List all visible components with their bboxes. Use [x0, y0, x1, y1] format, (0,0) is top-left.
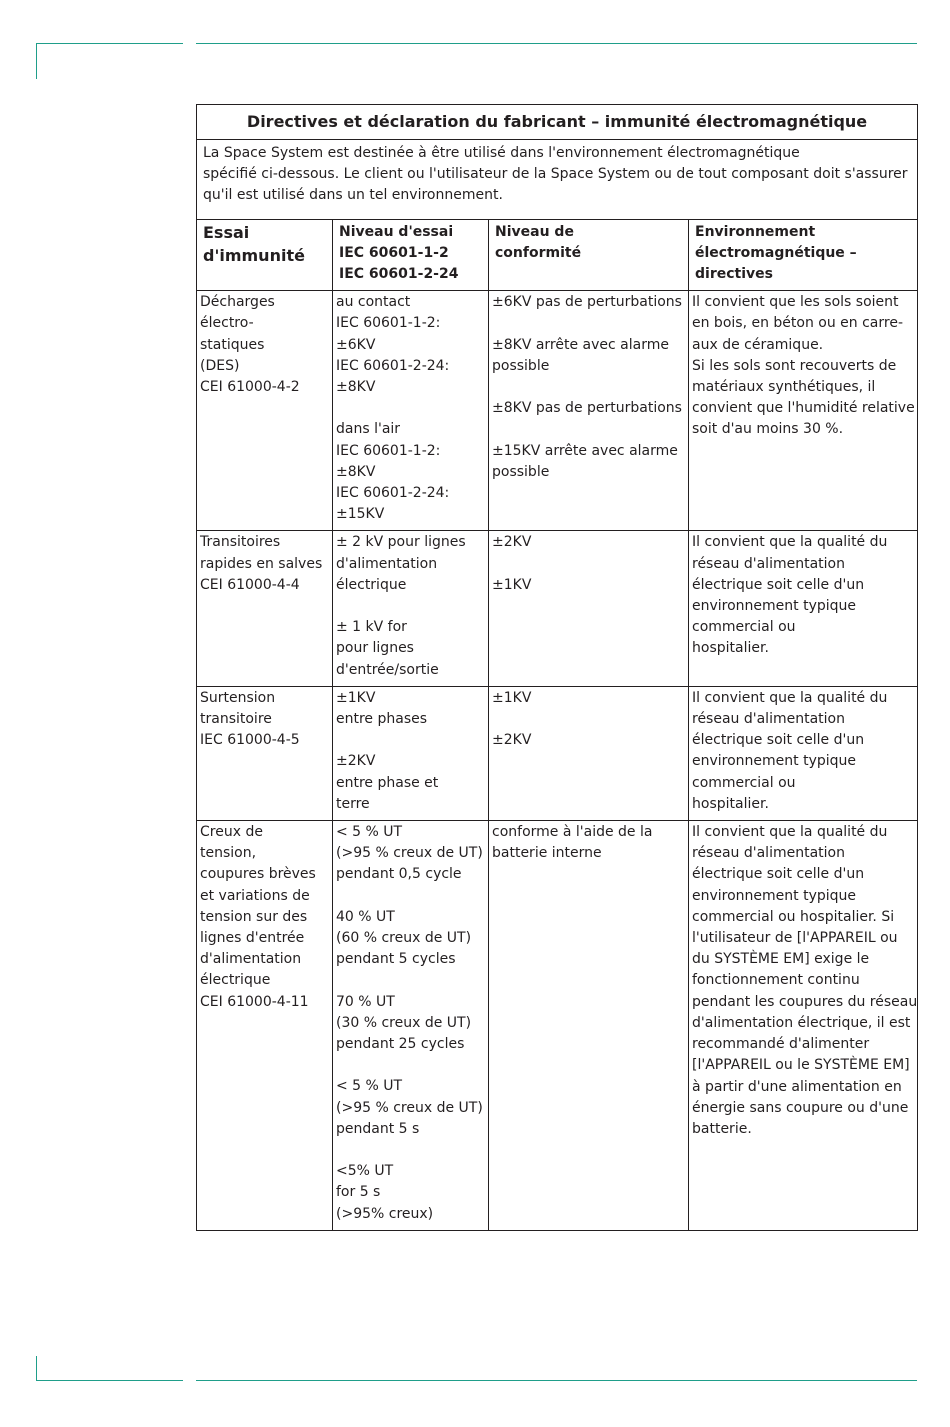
cell-line: hospitalier.	[692, 640, 769, 657]
header-compliance-level: Niveau de conformité	[489, 219, 689, 291]
cell-line: hospitalier.	[692, 795, 769, 812]
cell-line: 70 % UT	[336, 993, 395, 1010]
cell-test-level	[333, 821, 489, 1231]
cell-line: Surtension	[200, 689, 276, 706]
cell-line: tension sur des	[200, 908, 308, 925]
header-row	[197, 219, 918, 291]
cell-line: pendant les coupures du réseau	[692, 993, 918, 1010]
header-environment: Environnement électromagnétique – directives	[689, 219, 918, 291]
cell-line	[336, 970, 485, 991]
cell-line: Transitoires	[200, 534, 281, 551]
cell-line: d'entrée/sortie	[336, 661, 439, 678]
cell-line: Creux de	[200, 824, 263, 841]
cell-environment	[689, 291, 918, 531]
cell-test-level	[333, 291, 489, 531]
table-row	[197, 531, 918, 686]
cell-line: ± 1 kV for	[336, 619, 407, 636]
cell-line: énergie sans coupure ou d'une	[692, 1099, 909, 1116]
cell-line: ±8KV	[336, 463, 376, 480]
cell-line: IEC 60601-2-24:	[336, 485, 450, 502]
cell-line: à partir d'une alimentation en	[692, 1078, 902, 1095]
cell-line: pendant 0,5 cycle	[336, 866, 462, 883]
cell-line	[492, 419, 685, 440]
cell-test	[197, 531, 333, 686]
cell-line: ±1KV	[336, 689, 376, 706]
cell-line: (60 % creux de UT)	[336, 930, 472, 947]
cell-line: < 5 % UT	[336, 824, 403, 841]
cell-line: électro-	[200, 315, 254, 332]
cell-line: < 5 % UT	[336, 1078, 403, 1095]
cell-line: soit d'au moins 30 %.	[692, 421, 844, 438]
cell-line: transitoire	[200, 711, 272, 728]
cell-compliance	[489, 686, 689, 820]
cell-line: ±2KV	[492, 534, 532, 551]
table-row	[197, 821, 918, 1231]
cell-line: IEC 60601-1-2:	[336, 442, 441, 459]
cell-line: environnement typique	[692, 887, 857, 904]
cell-line: fonctionnement continu	[692, 972, 860, 989]
cell-line: entre phase et	[336, 774, 439, 791]
cell-line: rapides en salves	[200, 555, 323, 572]
frame-top-right-rule	[196, 43, 917, 44]
cell-test	[197, 821, 333, 1231]
cell-line	[492, 709, 685, 730]
cell-line: ±2KV	[336, 753, 376, 770]
cell-line: pendant 5 cycles	[336, 951, 456, 968]
cell-line: commercial ou hospitalier. Si	[692, 908, 895, 925]
table-intro	[197, 140, 918, 220]
cell-line: au contact	[336, 294, 411, 311]
cell-line: l'utilisateur de [l'APPAREIL ou	[692, 930, 898, 947]
frame-bottom-right-rule	[196, 1380, 917, 1381]
immunity-table	[196, 104, 918, 1231]
frame-top-left-rule	[36, 43, 183, 44]
cell-line: réseau d'alimentation	[692, 555, 845, 572]
cell-environment	[689, 821, 918, 1231]
cell-line: possible	[492, 463, 550, 480]
cell-line: électrique	[200, 972, 271, 989]
table-row	[197, 291, 918, 531]
cell-line	[492, 554, 685, 575]
cell-line: électrique soit celle d'un	[692, 866, 865, 883]
intro-line: qu'il est utilisé dans un tel environnement.	[203, 187, 503, 204]
cell-line: dans l'air	[336, 421, 401, 438]
cell-line: électrique	[336, 576, 407, 593]
frame-top-left-vertical	[36, 43, 37, 79]
cell-line: batterie interne	[492, 845, 602, 862]
cell-line: réseau d'alimentation	[692, 711, 845, 728]
cell-environment	[689, 531, 918, 686]
frame-bottom-left-vertical	[36, 1356, 37, 1381]
cell-line: CEI 61000-4-2	[200, 379, 300, 396]
cell-compliance	[489, 291, 689, 531]
cell-line: ±8KV pas de perturbations	[492, 400, 682, 417]
cell-line	[336, 596, 485, 617]
cell-line: conforme à l'aide de la	[492, 824, 653, 841]
cell-line	[336, 886, 485, 907]
cell-test-level	[333, 686, 489, 820]
cell-line: du SYSTÈME EM] exige le	[692, 951, 870, 968]
cell-line: [l'APPAREIL ou le SYSTÈME EM]	[692, 1057, 910, 1074]
cell-line: matériaux synthétiques, il	[692, 379, 876, 396]
cell-line: ± 2 kV pour lignes	[336, 534, 466, 551]
cell-line: Il convient que la qualité du	[692, 824, 888, 841]
cell-line: (>95 % creux de UT)	[336, 845, 483, 862]
cell-line: ±8KV	[336, 379, 376, 396]
cell-line: d'alimentation	[200, 951, 302, 968]
cell-line: tension,	[200, 845, 257, 862]
cell-line: environnement typique	[692, 753, 857, 770]
cell-line: (>95 % creux de UT)	[336, 1099, 483, 1116]
cell-test-level	[333, 531, 489, 686]
header-test-level: Niveau d'essai IEC 60601-1-2 IEC 60601-2-24	[333, 219, 489, 291]
cell-line: en bois, en béton ou en carre-	[692, 315, 904, 332]
cell-line: Il convient que la qualité du	[692, 534, 888, 551]
cell-line: commercial ou	[692, 619, 796, 636]
cell-line: ±1KV	[492, 576, 532, 593]
cell-line: (30 % creux de UT)	[336, 1014, 472, 1031]
cell-line: ±15KV	[336, 506, 385, 523]
cell-line: pendant 25 cycles	[336, 1036, 465, 1053]
cell-line	[336, 398, 485, 419]
cell-line: IEC 60601-1-2:	[336, 315, 441, 332]
cell-line: d'alimentation électrique, il est	[692, 1014, 911, 1031]
cell-line: Il convient que la qualité du	[692, 689, 888, 706]
cell-line: environnement typique	[692, 598, 857, 615]
cell-line: IEC 61000-4-5	[200, 732, 300, 749]
cell-line: et variations de	[200, 887, 310, 904]
table-row	[197, 686, 918, 820]
cell-line: (>95% creux)	[336, 1205, 434, 1222]
cell-line: (DES)	[200, 357, 240, 374]
cell-line: pendant 5 s	[336, 1120, 420, 1137]
cell-line: statiques	[200, 336, 265, 353]
cell-line	[492, 377, 685, 398]
intro-line: La Space System est destinée à être utilisé dans l'environnement électromagnétique	[203, 145, 800, 161]
intro-line: spécifié ci-dessous. Le client ou l'utilisateur de la Space System ou de tout composant doit s'assurer	[203, 166, 908, 183]
cell-line: réseau d'alimentation	[692, 845, 845, 862]
cell-line: d'alimentation	[336, 555, 438, 572]
cell-line	[492, 313, 685, 334]
cell-line: Si les sols sont recouverts de	[692, 357, 897, 374]
cell-test	[197, 686, 333, 820]
cell-line: ±6KV pas de perturbations	[492, 294, 682, 311]
cell-line: électrique soit celle d'un	[692, 732, 865, 749]
cell-compliance	[489, 531, 689, 686]
cell-line: lignes d'entrée	[200, 930, 305, 947]
cell-line	[336, 1140, 485, 1161]
cell-line: batterie.	[692, 1120, 752, 1137]
cell-line: convient que l'humidité relative	[692, 400, 915, 417]
frame-bottom-left-rule	[36, 1380, 183, 1381]
cell-line: commercial ou	[692, 774, 796, 791]
cell-line: Il convient que les sols soient	[692, 294, 899, 311]
cell-line: coupures brèves	[200, 866, 316, 883]
cell-line: terre	[336, 795, 370, 812]
table-title: Directives et déclaration du fabricant – immunité électromagnétique	[197, 105, 918, 140]
header-test: Essai d'immunité	[197, 219, 333, 291]
cell-line: 40 % UT	[336, 908, 395, 925]
cell-line: IEC 60601-2-24:	[336, 357, 450, 374]
cell-line: possible	[492, 357, 550, 374]
cell-line: <5% UT	[336, 1163, 394, 1180]
cell-line: aux de céramique.	[692, 336, 824, 353]
cell-line: Décharges	[200, 294, 275, 311]
cell-line: ±8KV arrête avec alarme	[492, 336, 669, 353]
cell-line: ±1KV	[492, 689, 532, 706]
cell-line: CEI 61000-4-11	[200, 993, 309, 1010]
cell-line: CEI 61000-4-4	[200, 576, 300, 593]
cell-line: recommandé d'alimenter	[692, 1036, 870, 1053]
cell-line: for 5 s	[336, 1184, 381, 1201]
cell-line: entre phases	[336, 711, 428, 728]
cell-line: ±15KV arrête avec alarme	[492, 442, 678, 459]
cell-line: ±2KV	[492, 732, 532, 749]
cell-line: pour lignes	[336, 640, 414, 657]
cell-line	[336, 1055, 485, 1076]
cell-line	[336, 730, 485, 751]
cell-line: électrique soit celle d'un	[692, 576, 865, 593]
cell-test	[197, 291, 333, 531]
cell-line: ±6KV	[336, 336, 376, 353]
cell-environment	[689, 686, 918, 820]
cell-compliance	[489, 821, 689, 1231]
